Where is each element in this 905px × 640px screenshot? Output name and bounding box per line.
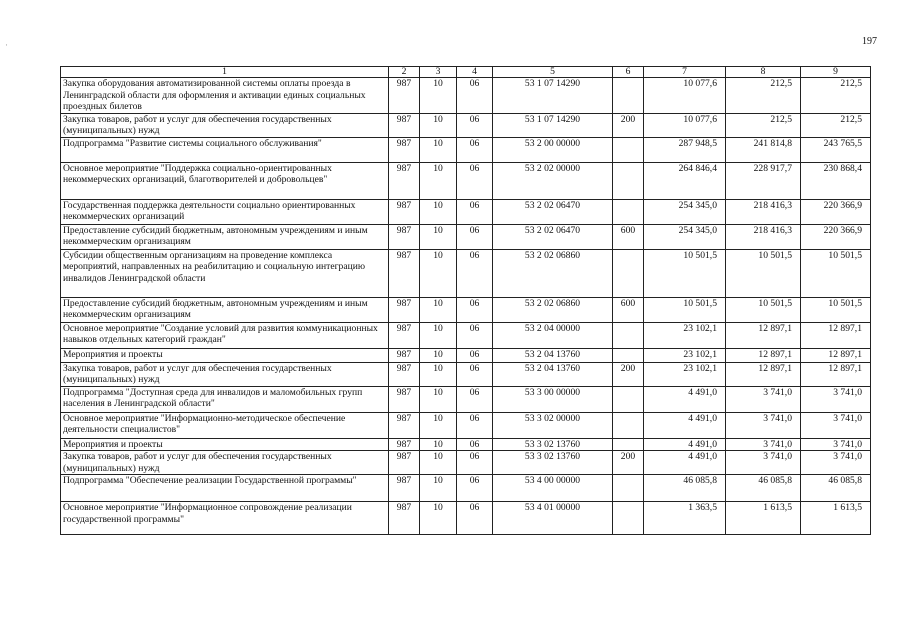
column-header: 3 [420,67,457,78]
cell-code-subsection: 06 [457,224,493,249]
cell-amount-col9: 220 366,9 [801,199,871,224]
cell-amount-col8: 218 416,3 [726,199,801,224]
cell-amount-col9: 46 085,8 [801,475,871,502]
cell-expense-type: 200 [613,362,644,386]
cell-amount-col7: 254 345,0 [644,224,726,249]
cell-target-article: 53 2 04 13760 [493,362,613,386]
cell-amount-col8: 3 741,0 [726,412,801,438]
cell-code-admin: 987 [389,78,420,114]
cell-amount-col8: 10 501,5 [726,249,801,297]
table-row [61,162,871,199]
row-name-cell: Подпрограмма "Обеспечение реализации Государственной программы" [61,475,389,502]
cell-amount-col9: 3 741,0 [801,451,871,475]
cell-code-subsection: 06 [457,412,493,438]
row-name-cell: Государственная поддержка деятельности социально ориентированных некоммерческих организаций [61,199,389,224]
cell-code-subsection: 06 [457,362,493,386]
column-header: 4 [457,67,493,78]
row-name-cell: Закупка товаров, работ и услуг для обеспечения государственных (муниципальных) нужд [61,113,389,137]
cell-target-article: 53 1 07 14290 [493,113,613,137]
cell-code-admin: 987 [389,362,420,386]
cell-code-section: 10 [420,297,457,322]
cell-code-subsection: 06 [457,113,493,137]
cell-amount-col7: 4 491,0 [644,412,726,438]
cell-target-article: 53 3 00 00000 [493,386,613,412]
cell-target-article: 53 4 01 00000 [493,502,613,535]
cell-amount-col7: 46 085,8 [644,475,726,502]
column-header: 8 [726,67,801,78]
cell-expense-type [613,78,644,114]
row-name-cell: Подпрограмма "Доступная среда для инвалидов и маломобильных групп населения в Ленинградской области" [61,386,389,412]
cell-amount-col9: 12 897,1 [801,348,871,362]
table-row [61,249,871,297]
cell-code-subsection: 06 [457,386,493,412]
cell-code-section: 10 [420,113,457,137]
cell-code-section: 10 [420,78,457,114]
cell-amount-col8: 10 501,5 [726,297,801,322]
cell-amount-col8: 3 741,0 [726,451,801,475]
cell-code-subsection: 06 [457,322,493,348]
cell-code-admin: 987 [389,412,420,438]
cell-code-admin: 987 [389,113,420,137]
cell-amount-col8: 3 741,0 [726,438,801,451]
cell-code-subsection: 06 [457,78,493,114]
cell-code-section: 10 [420,348,457,362]
cell-code-subsection: 06 [457,297,493,322]
cell-amount-col7: 10 501,5 [644,297,726,322]
cell-expense-type [613,199,644,224]
cell-code-admin: 987 [389,386,420,412]
cell-code-admin: 987 [389,451,420,475]
cell-code-admin: 987 [389,438,420,451]
cell-expense-type [613,249,644,297]
row-name-cell: Основное мероприятие "Информационное сопровождение реализации государственной программы" [61,502,389,535]
cell-expense-type [613,386,644,412]
cell-code-admin: 987 [389,249,420,297]
cell-code-section: 10 [420,451,457,475]
cell-amount-col7: 10 077,6 [644,78,726,114]
cell-amount-col7: 254 345,0 [644,199,726,224]
cell-amount-col9: 212,5 [801,113,871,137]
cell-amount-col9: 230 868,4 [801,162,871,199]
cell-amount-col9: 3 741,0 [801,386,871,412]
column-header: 2 [389,67,420,78]
cell-amount-col8: 228 917,7 [726,162,801,199]
cell-code-section: 10 [420,475,457,502]
table-row [61,297,871,322]
cell-target-article: 53 2 00 00000 [493,137,613,162]
cell-amount-col8: 46 085,8 [726,475,801,502]
cell-code-subsection: 06 [457,451,493,475]
cell-code-admin: 987 [389,224,420,249]
page-number: 197 [862,36,877,47]
table-header-row [61,67,871,78]
row-name-cell: Мероприятия и проекты [61,348,389,362]
cell-code-section: 10 [420,224,457,249]
cell-code-section: 10 [420,502,457,535]
cell-code-subsection: 06 [457,137,493,162]
scan-edge-mark: · [5,40,8,50]
table-row [61,438,871,451]
cell-expense-type: 200 [613,113,644,137]
cell-amount-col9: 10 501,5 [801,249,871,297]
row-name-cell: Основное мероприятие "Информационно-методическое обеспечение деятельности специалистов" [61,412,389,438]
table-row [61,78,871,114]
column-header: 6 [613,67,644,78]
cell-amount-col7: 23 102,1 [644,322,726,348]
row-name-cell: Предоставление субсидий бюджетным, автономным учреждениям и иным некоммерческим организациям [61,297,389,322]
row-name-cell: Субсидии общественным организациям на проведение комплекса мероприятий, направленных на реабилитацию и социальную интеграцию инвалидов Ленинградской области [61,249,389,297]
cell-code-admin: 987 [389,502,420,535]
cell-code-section: 10 [420,137,457,162]
cell-target-article: 53 4 00 00000 [493,475,613,502]
cell-code-subsection: 06 [457,438,493,451]
cell-amount-col8: 12 897,1 [726,322,801,348]
cell-target-article: 53 2 02 06470 [493,224,613,249]
table-row [61,362,871,386]
column-header: 9 [801,67,871,78]
table-row [61,224,871,249]
row-name-cell: Основное мероприятие "Поддержка социально-ориентированных некоммерческих организаций, благотворителей и добровольцев" [61,162,389,199]
cell-amount-col9: 12 897,1 [801,362,871,386]
cell-amount-col9: 220 366,9 [801,224,871,249]
cell-code-admin: 987 [389,137,420,162]
cell-code-subsection: 06 [457,502,493,535]
cell-amount-col7: 4 491,0 [644,438,726,451]
cell-target-article: 53 2 02 06860 [493,249,613,297]
cell-expense-type [613,348,644,362]
row-name-cell: Подпрограмма "Развитие системы социального обслуживания" [61,137,389,162]
cell-amount-col7: 287 948,5 [644,137,726,162]
cell-code-section: 10 [420,249,457,297]
table-row [61,386,871,412]
cell-amount-col9: 1 613,5 [801,502,871,535]
cell-code-admin: 987 [389,199,420,224]
cell-amount-col7: 10 077,6 [644,113,726,137]
cell-target-article: 53 2 04 13760 [493,348,613,362]
cell-amount-col8: 3 741,0 [726,386,801,412]
cell-target-article: 53 1 07 14290 [493,78,613,114]
cell-expense-type [613,475,644,502]
cell-code-subsection: 06 [457,162,493,199]
row-name-cell: Мероприятия и проекты [61,438,389,451]
row-name-cell: Закупка товаров, работ и услуг для обеспечения государственных (муниципальных) нужд [61,451,389,475]
cell-code-section: 10 [420,322,457,348]
row-name-cell: Закупка товаров, работ и услуг для обеспечения государственных (муниципальных) нужд [61,362,389,386]
cell-target-article: 53 3 02 00000 [493,412,613,438]
cell-code-admin: 987 [389,162,420,199]
row-name-cell: Предоставление субсидий бюджетным, автономным учреждениям и иным некоммерческим организациям [61,224,389,249]
cell-amount-col8: 212,5 [726,113,801,137]
cell-code-section: 10 [420,438,457,451]
table-row [61,137,871,162]
column-header: 1 [61,67,389,78]
cell-amount-col8: 212,5 [726,78,801,114]
cell-amount-col7: 23 102,1 [644,362,726,386]
cell-target-article: 53 2 02 06470 [493,199,613,224]
cell-amount-col9: 10 501,5 [801,297,871,322]
cell-code-admin: 987 [389,297,420,322]
cell-expense-type: 600 [613,224,644,249]
cell-amount-col9: 3 741,0 [801,438,871,451]
cell-expense-type [613,502,644,535]
cell-code-subsection: 06 [457,199,493,224]
cell-expense-type: 600 [613,297,644,322]
table-row [61,412,871,438]
cell-code-admin: 987 [389,322,420,348]
cell-code-section: 10 [420,199,457,224]
cell-code-section: 10 [420,362,457,386]
cell-code-section: 10 [420,412,457,438]
table-row [61,113,871,137]
cell-amount-col9: 3 741,0 [801,412,871,438]
cell-target-article: 53 2 04 00000 [493,322,613,348]
cell-expense-type [613,322,644,348]
cell-amount-col7: 4 491,0 [644,386,726,412]
table-row [61,322,871,348]
column-header: 7 [644,67,726,78]
cell-amount-col8: 218 416,3 [726,224,801,249]
cell-amount-col9: 12 897,1 [801,322,871,348]
cell-expense-type [613,412,644,438]
cell-code-admin: 987 [389,348,420,362]
cell-code-subsection: 06 [457,249,493,297]
cell-target-article: 53 2 02 00000 [493,162,613,199]
cell-amount-col7: 1 363,5 [644,502,726,535]
cell-expense-type [613,438,644,451]
cell-target-article: 53 3 02 13760 [493,451,613,475]
cell-code-subsection: 06 [457,475,493,502]
table-row [61,451,871,475]
cell-amount-col8: 12 897,1 [726,348,801,362]
cell-target-article: 53 3 02 13760 [493,438,613,451]
row-name-cell: Основное мероприятие "Создание условий для развития коммуникационных навыков отдельных категорий граждан" [61,322,389,348]
cell-expense-type [613,162,644,199]
cell-amount-col7: 10 501,5 [644,249,726,297]
cell-amount-col7: 4 491,0 [644,451,726,475]
table-row [61,475,871,502]
cell-amount-col7: 264 846,4 [644,162,726,199]
cell-amount-col9: 212,5 [801,78,871,114]
cell-amount-col8: 241 814,8 [726,137,801,162]
cell-code-section: 10 [420,386,457,412]
budget-table [60,66,871,535]
table-row [61,348,871,362]
row-name-cell: Закупка оборудования автоматизированной системы оплаты проезда в Ленинградской области для оформления и активации единых социальных проездных билетов [61,78,389,114]
cell-amount-col7: 23 102,1 [644,348,726,362]
cell-expense-type [613,137,644,162]
cell-amount-col9: 243 765,5 [801,137,871,162]
cell-amount-col8: 12 897,1 [726,362,801,386]
table-row [61,199,871,224]
cell-code-subsection: 06 [457,348,493,362]
cell-expense-type: 200 [613,451,644,475]
cell-code-section: 10 [420,162,457,199]
column-header: 5 [493,67,613,78]
cell-amount-col8: 1 613,5 [726,502,801,535]
table-body [61,67,871,535]
cell-code-admin: 987 [389,475,420,502]
cell-target-article: 53 2 02 06860 [493,297,613,322]
table-row [61,502,871,535]
